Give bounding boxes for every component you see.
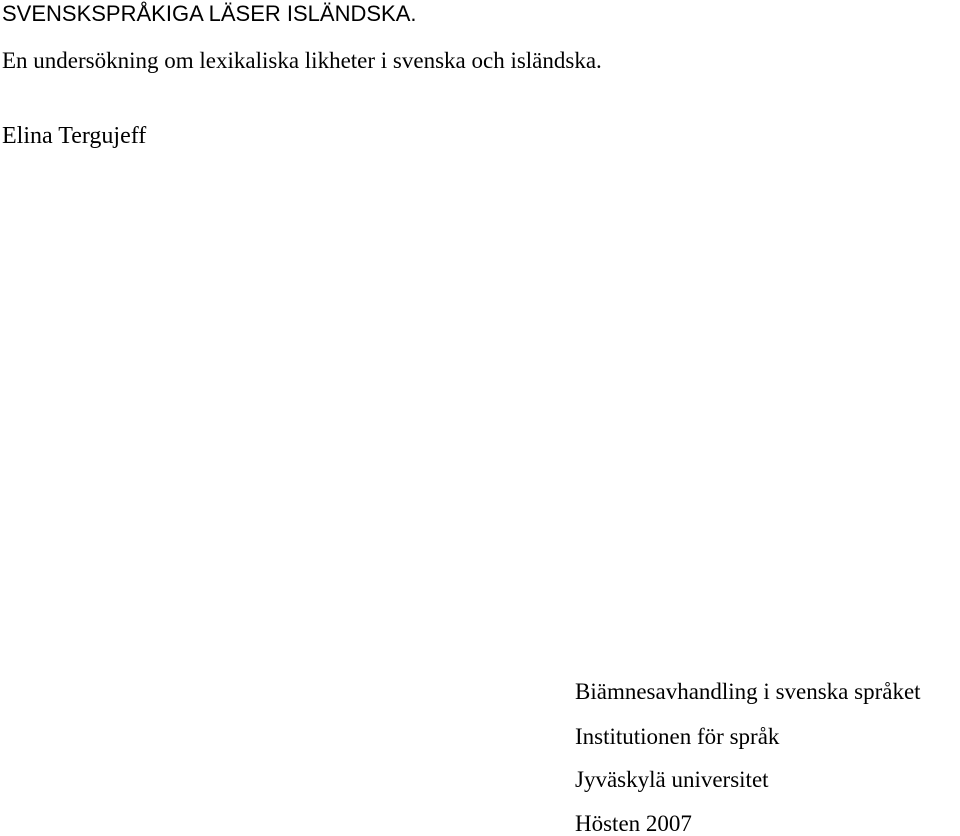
term-date: Hösten 2007 — [575, 811, 692, 836]
document-title: SVENSKSPRÅKIGA LÄSER ISLÄNDSKA. — [2, 1, 417, 26]
author-name: Elina Tergujeff — [2, 123, 147, 149]
department-name: Institutionen för språk — [575, 724, 780, 749]
thesis-type: Biämnesavhandling i svenska språket — [575, 679, 921, 704]
university-name: Jyväskylä universitet — [575, 767, 769, 792]
document-subtitle: En undersökning om lexikaliska likheter i svenska och isländska. — [2, 48, 602, 73]
